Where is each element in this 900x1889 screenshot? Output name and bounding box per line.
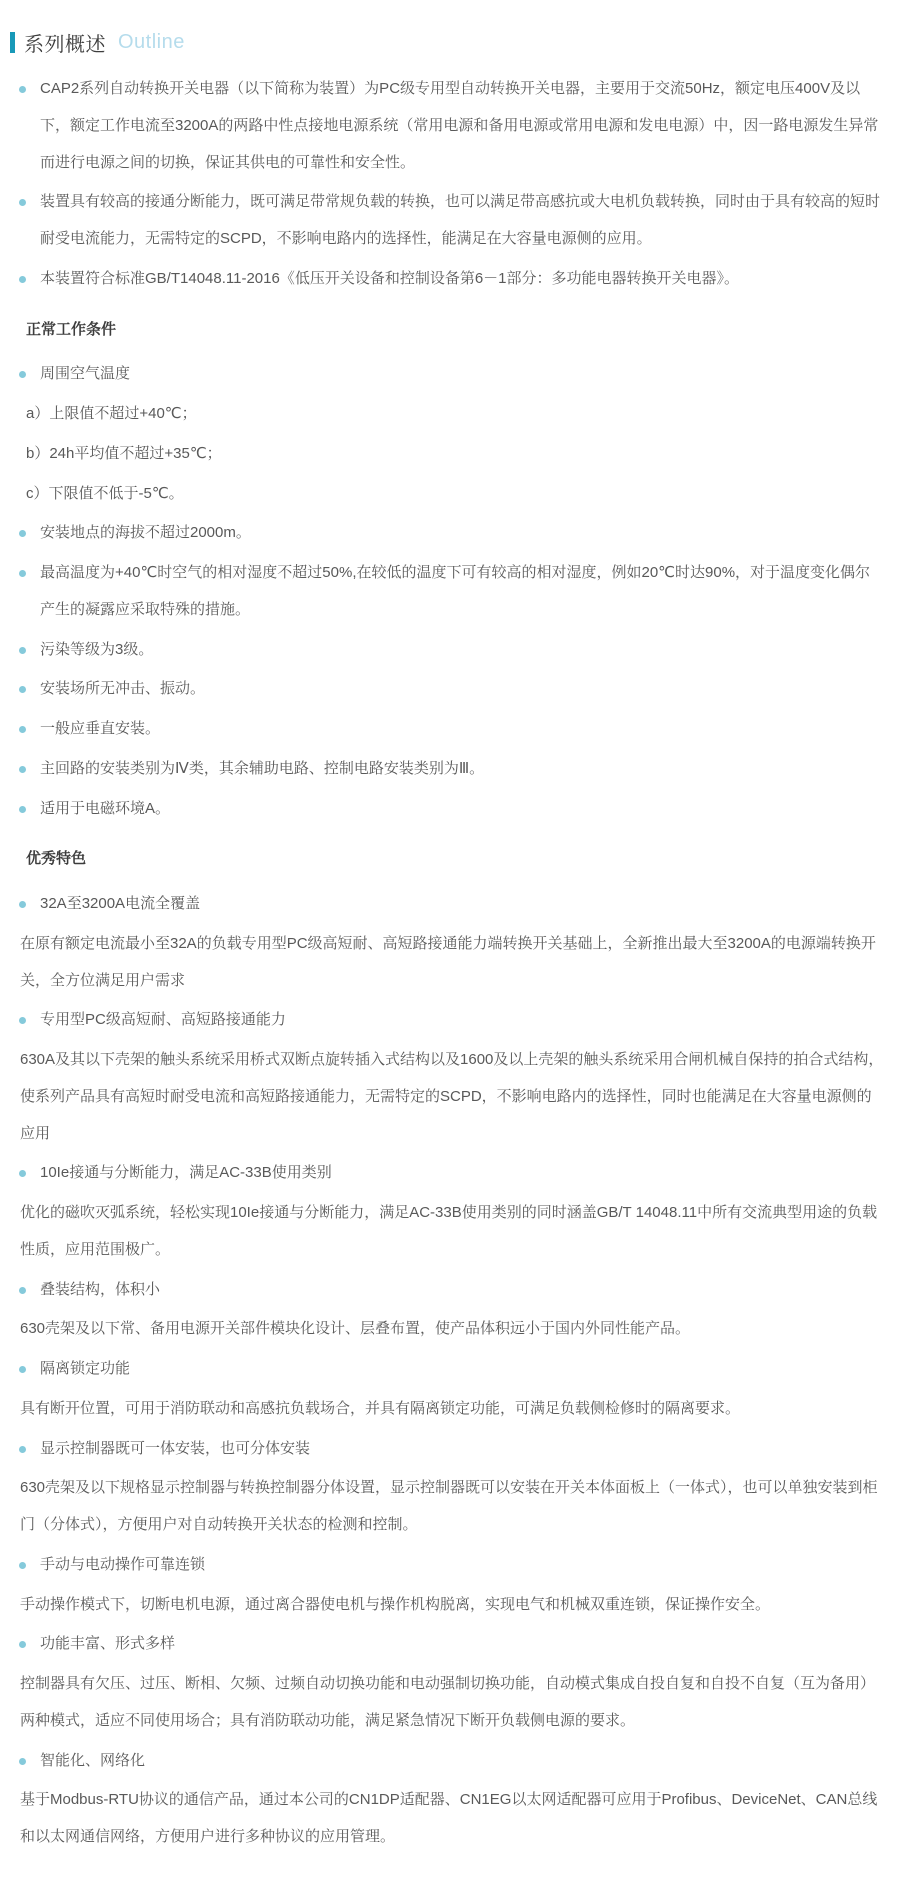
- section-title-en: Outline: [118, 31, 185, 53]
- bullet-dot-icon: [19, 1446, 26, 1453]
- bullet-dot-icon: [19, 686, 26, 693]
- bullet-dot-icon: [19, 86, 26, 93]
- section-content: [10, 71, 884, 1856]
- block-text: 安装场所无冲击、振动。: [40, 680, 206, 698]
- bullet-dot-icon: [19, 1758, 26, 1765]
- bullet-item: [10, 886, 884, 923]
- bullet-dot-icon: [19, 1641, 26, 1648]
- block-text: 专用型PC级高短耐、高短路接通能力: [40, 1011, 286, 1029]
- block-text: b）24h平均值不超过+35℃；: [26, 444, 222, 462]
- bullet-item: [10, 1547, 884, 1584]
- bullet-dot-icon: [19, 1366, 26, 1373]
- block-text: 最高温度为+40℃时空气的相对湿度不超过50%,在较低的温度下可有较高的相对湿度，例如20℃时达90%，对于温度变化偶尔产生的凝露应采取特殊的措施。: [40, 564, 871, 618]
- block-text: a）上限值不超过+40℃；: [26, 405, 197, 422]
- block-text: 手动与电动操作可靠连锁: [40, 1555, 206, 1573]
- bullet-item: [10, 1002, 884, 1039]
- block-text: 具有断开位置，可用于消防联动和高感抗负载场合，并具有隔离锁定功能，可满足负载侧检修时的隔离要求。: [20, 1399, 741, 1417]
- block-text: 优化的磁吹灭弧系统，轻松实现10Ie接通与分断能力，满足AC-33B使用类别的同时涵盖GB/T 14048.11中所有交流典型用途的负载性质，应用范围极广。: [20, 1204, 878, 1258]
- block-text: 装置具有较高的接通分断能力，既可满足带常规负载的转换，也可以满足带高感抗或大电机负载转换，同时由于具有较高的短时耐受电流能力，无需特定的SCPD，不影响电路内的选择性，能满足在大容量电源侧的应用。: [40, 193, 881, 247]
- block-text: CAP2系列自动转换开关电器（以下简称为装置）为PC级专用型自动转换开关电器，主要用于交流50Hz，额定电压400V及以下，额定工作电流至3200A的两路中性点接地电源系统（常用电源和备用电源或常用电源和发电电源）中，因一路电源发生异常而进行电源之间的切换，保证其供电的可靠性和安全性。: [40, 80, 879, 171]
- bullet-item: [10, 632, 884, 669]
- bullet-item: [10, 711, 884, 748]
- bullet-dot-icon: [19, 1170, 26, 1177]
- bullet-item: [10, 1155, 884, 1192]
- section-title: [10, 28, 884, 57]
- block-text: 一般应垂直安装。: [40, 720, 161, 737]
- sub-list-item: [10, 396, 884, 433]
- bullet-item: [10, 751, 884, 788]
- bullet-item: [10, 1626, 884, 1663]
- bullet-dot-icon: [19, 766, 26, 773]
- bullet-dot-icon: [19, 726, 26, 733]
- block-text: 630壳架及以下常、备用电源开关部件模块化设计、层叠布置，使产品体积远小于国内外同性能产品。: [20, 1320, 691, 1338]
- bullet-dot-icon: [19, 371, 26, 378]
- bullet-item: [10, 671, 884, 708]
- bullet-dot-icon: [19, 199, 26, 206]
- paragraph: [10, 1666, 884, 1740]
- bullet-dot-icon: [19, 1017, 26, 1024]
- block-text: 安装地点的海拔不超过2000m。: [40, 524, 251, 542]
- paragraph: [10, 1470, 884, 1544]
- bullet-item: [10, 1272, 884, 1309]
- paragraph: [10, 1311, 884, 1348]
- block-text: 叠装结构，体积小: [40, 1280, 161, 1298]
- bullet-item: [10, 515, 884, 552]
- block-text: 污染等级为3级。: [40, 640, 154, 658]
- bullet-item: [10, 356, 884, 393]
- block-text: 基于Modbus-RTU协议的通信产品，通过本公司的CN1DP适配器、CN1EG以太网适配器可应用于Profibus、DeviceNet、CAN总线和以太网通信网络，方便用户进行多种协议的应用管理。: [20, 1791, 878, 1845]
- block-text: 在原有额定电流最小至32A的负载专用型PC级高短耐、高短路接通能力端转换开关基础上，全新推出最大至3200A的电源端转换开关，全方位满足用户需求: [20, 934, 876, 989]
- bullet-dot-icon: [19, 276, 26, 283]
- paragraph: [10, 1782, 884, 1856]
- block-text: 隔离锁定功能: [40, 1360, 131, 1377]
- bullet-dot-icon: [19, 806, 26, 813]
- block-text: 优秀特色: [26, 850, 87, 868]
- bullet-item: [10, 184, 884, 258]
- bullet-item: [10, 71, 884, 181]
- block-text: 适用于电磁环境A。: [40, 799, 171, 817]
- sub-list-item: [10, 436, 884, 473]
- bullet-item: [10, 1351, 884, 1388]
- block-text: 630壳架及以下规格显示控制器与转换控制器分体设置，显示控制器既可以安装在开关本体面板上（一体式），也可以单独安装到柜门（分体式），方便用户对自动转换开关状态的检测和控制。: [20, 1479, 878, 1533]
- block-text: 630A及其以下壳架的触头系统采用桥式双断点旋转插入式结构以及1600及以上壳架的触头系统采用合闸机械自保持的拍合式结构，使系列产品具有高短时耐受电流和高短路接通能力，无需特定的SCPD，不影响电路内的选择性，同时也能满足在大容量电源侧的应用: [20, 1051, 884, 1142]
- bullet-dot-icon: [19, 530, 26, 537]
- sub-heading: [10, 312, 884, 349]
- paragraph: [10, 1391, 884, 1428]
- block-text: 显示控制器既可一体安装，也可分体安装: [40, 1439, 311, 1457]
- block-text: 周围空气温度: [40, 365, 131, 383]
- bullet-item: [10, 1743, 884, 1780]
- bullet-dot-icon: [19, 570, 26, 577]
- block-text: 功能丰富、形式多样: [40, 1635, 176, 1653]
- block-text: 智能化、网络化: [40, 1751, 146, 1769]
- block-text: 10Ie接通与分断能力，满足AC-33B使用类别: [40, 1164, 332, 1182]
- bullet-item: [10, 261, 884, 298]
- paragraph: [10, 1042, 884, 1152]
- sub-heading: [10, 841, 884, 878]
- bullet-item: [10, 1431, 884, 1468]
- sub-list-item: [10, 476, 884, 513]
- title-accent-bar: [10, 32, 15, 53]
- block-text: 主回路的安装类别为Ⅳ类，其余辅助电路、控制电路安装类别为Ⅲ。: [40, 759, 485, 777]
- paragraph: [10, 926, 884, 1000]
- bullet-item: [10, 791, 884, 828]
- bullet-dot-icon: [19, 1562, 26, 1569]
- paragraph: [10, 1195, 884, 1269]
- bullet-dot-icon: [19, 1287, 26, 1294]
- bullet-item: [10, 555, 884, 629]
- paragraph: [10, 1587, 884, 1624]
- block-text: 正常工作条件: [26, 320, 117, 338]
- block-text: c）下限值不低于-5℃。: [26, 484, 184, 502]
- block-text: 控制器具有欠压、过压、断相、欠频、过频自动切换功能和电动强制切换功能，自动模式集成自投自复和自投不自复（互为备用）两种模式，适应不同使用场合；具有消防联动功能，满足紧急情况下断开负载侧电源的要求。: [20, 1675, 876, 1729]
- bullet-dot-icon: [19, 647, 26, 654]
- block-text: 本装置符合标准GB/T14048.11-2016《低压开关设备和控制设备第6－1部分：多功能电器转换开关电器》。: [40, 269, 740, 287]
- block-text: 手动操作模式下，切断电机电源，通过离合器使电机与操作机构脱离，实现电气和机械双重连锁，保证操作安全。: [20, 1595, 771, 1613]
- bullet-dot-icon: [19, 901, 26, 908]
- block-text: 32A至3200A电流全覆盖: [40, 895, 201, 912]
- section-title-cn: 系列概述: [24, 34, 106, 56]
